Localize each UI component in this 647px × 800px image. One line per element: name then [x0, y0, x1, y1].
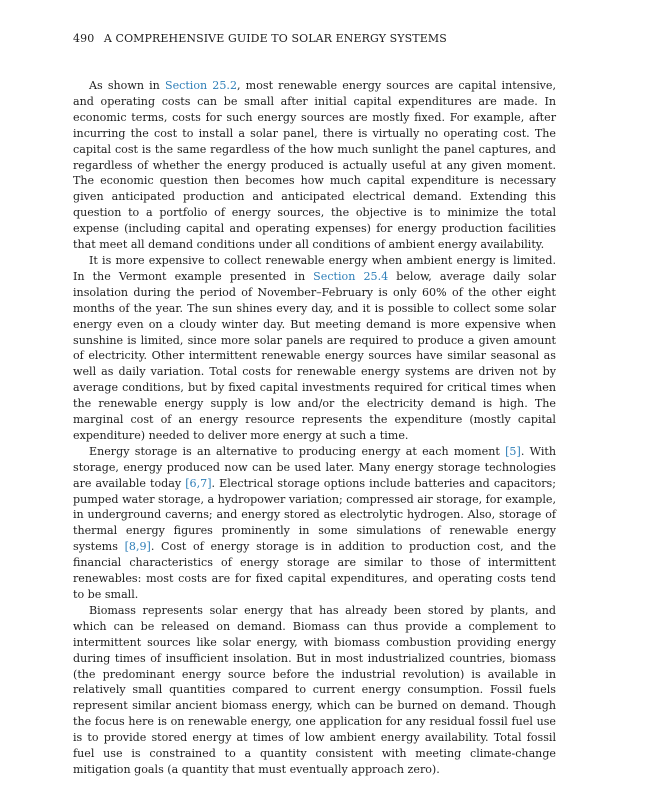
page-number: 490 [73, 32, 95, 45]
running-header [73, 32, 447, 45]
p1-text-b: , most renewable energy sources are capital intensive, and operating costs can be small after initial capital expenditures are made. In economic terms, costs for such energy sources are mostly fixed. For example, after incurring the cost to install a solar panel, there is virtually no operating cost. The capital cost is the same regardless of the how much sunlight the panel captures, and regardless of whether the energy produced is actually useful at any given moment. The economic question then becomes how much capital expenditure is necessary given anticipated production and anticipated electrical demand. Extending this question to a portfolio of energy sources, the objective is to minimize the total expense (including capital and operating expenses) for energy production facilities that meet all demand conditions under all conditions of ambient energy availability. [73, 79, 557, 252]
section-25-4-link[interactable]: Section 25.4 [313, 269, 389, 283]
section-25-2-link[interactable]: Section 25.2 [164, 79, 238, 92]
paragraph-biomass: Biomass represents solar energy that has already been stored by plants, and which can be released on demand. Biomass can thus provide a complement to intermittent sources like solar energy, with biomass combustion providing energy during times of insufficient insolation. But in most industrialized countries, biomass (the predominant energy source before the industrial revolution) is available in relatively small quantities compared to current energy consumption. Fossil fuels represent similar ancient biomass energy, which can be burned on demand. Though the focus here is on renewable energy, one application for any residual fossil fuel use is to provide stored energy at times of low ambient energy availability. Total fossil fuel use is constrained to a quantity consistent with meeting climate-change mitigation goals (a quantity that must eventually approach zero). [73, 603, 556, 776]
reference-8-9-link[interactable]: [8,9] [124, 540, 151, 554]
p3-text-c: . Electrical storage options include batteries and capacitors; pumped water storage, a hydropower variation; compressed air storage, for example, in underground caverns; and energy stored as electrolytic hydrogen. Also, storage of thermal energy figures prominently in some simulations of renewable energy systems [73, 476, 556, 554]
running-title: A COMPREHENSIVE GUIDE TO SOLAR ENERGY SYSTEMS [103, 32, 447, 45]
paragraph-ambient-energy [73, 253, 556, 444]
reference-6-7-link[interactable]: [6,7] [185, 476, 212, 490]
p3-text-a: Energy storage is an alternative to producing energy at each moment [89, 444, 506, 458]
paragraph-capital-costs [73, 78, 556, 253]
reference-5-link[interactable]: [5] [505, 444, 521, 458]
p1-text-a: As shown in [89, 79, 165, 92]
p3-text-b: . With storage, energy produced now can be used later. Many energy storage technologies are available today [73, 444, 556, 490]
body-text [73, 78, 556, 778]
p3-text-d: . Cost of energy storage is in addition to production cost, and the financial characteristics of energy storage are similar to those of intermittent renewables: most costs are for fixed capital expenditures, and operating costs tend to be small. [73, 540, 557, 601]
p2-text-a: It is more expensive to collect renewable energy when ambient energy is limited. In the Vermont example presented in [73, 253, 556, 283]
p2-text-b: below, average daily solar insolation during the period of November–February is only 60% of the other eight months of the year. The sun shines every day, and it is possible to collect some solar energy even on a cloudy winter day. But meeting demand is more expensive when sunshine is limited, since more solar panels are required to produce a given amount of electricity. Other intermittent renewable energy sources have similar seasonal as well as daily variation. Total costs for renewable energy systems are driven not by average conditions, but by fixed capital investments required for critical times when the renewable energy supply is low and/or the electricity demand is high. The marginal cost of an energy resource represents the expenditure (mostly capital expenditure) needed to deliver more energy at such a time. [73, 269, 556, 442]
paragraph-energy-storage [73, 444, 556, 603]
